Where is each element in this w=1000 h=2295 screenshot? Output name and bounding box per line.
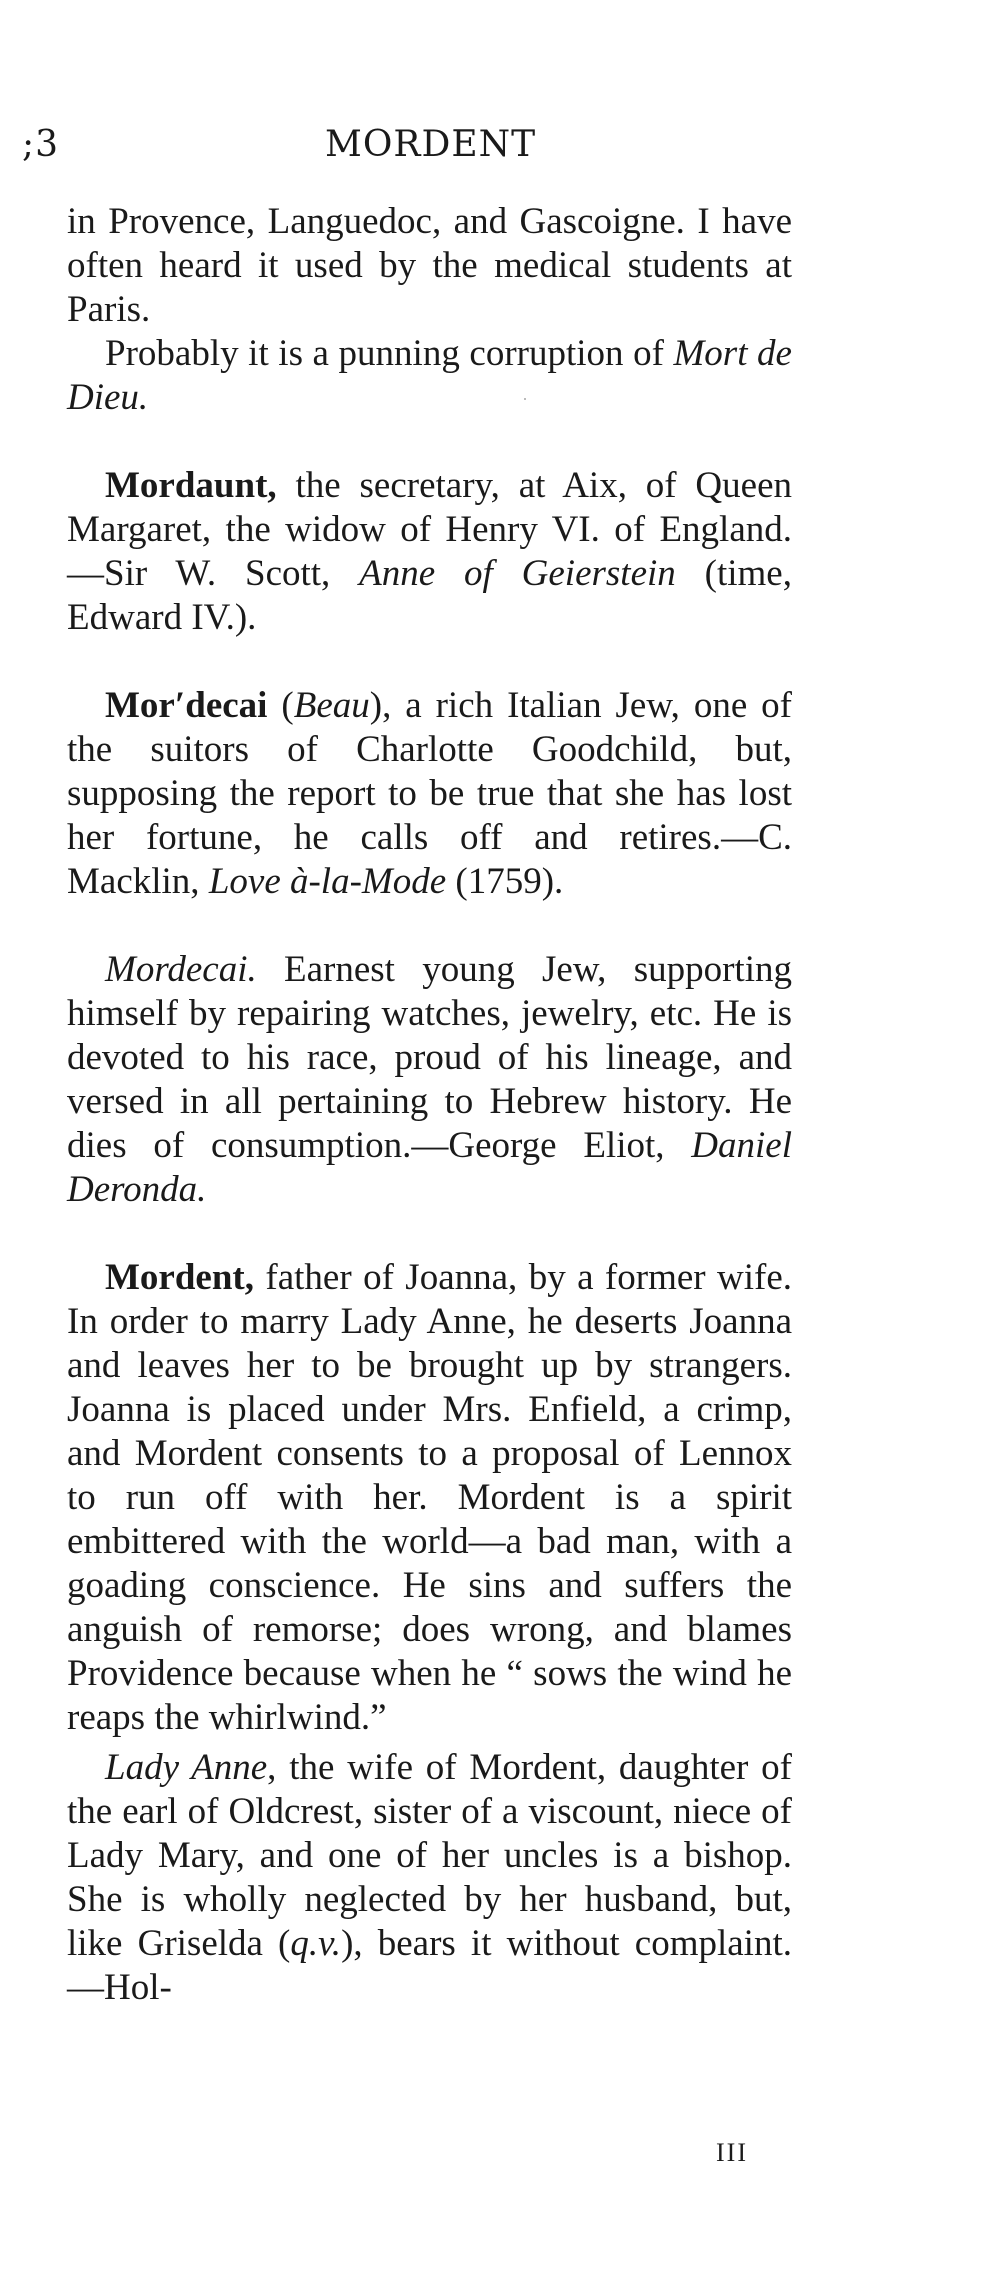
entry-lady-anne xyxy=(67,1746,792,2010)
entry-headword-italic: Lady Anne xyxy=(105,1747,268,1788)
paragraph-text: in Provence, Languedoc, and Gascoigne. I have often heard it used by the medical students at Paris. xyxy=(67,201,792,330)
running-head xyxy=(0,118,1000,168)
work-title: Anne of Geierstein xyxy=(359,553,676,594)
entry-text: (1759). xyxy=(446,861,564,902)
entry-text: (time, Edward IV.). xyxy=(67,553,792,638)
entry-text: the secretary, at Aix, of Queen Margaret, the widow of Henry VI. of England.—Sir W. Scott, xyxy=(67,465,792,594)
printer-signature: III xyxy=(716,2138,748,2167)
entry-text: ( xyxy=(267,685,294,726)
entry-text: ), a rich Italian Jew, one of the suitors of Charlotte Goodchild, but, supposing the report to be true that she has lost her fortune, he calls off and retires.—C. Macklin, xyxy=(67,685,793,902)
entry-mordent xyxy=(67,1256,792,1740)
work-title: Daniel Deronda. xyxy=(67,1125,792,1210)
entry-text: , the wife of Mordent, daughter of the earl of Oldcrest, sister of a viscount, niece of Lady Mary, and one of her uncles is a bishop. She is wholly neglected by her husband, but, like Griselda ( xyxy=(67,1747,792,1964)
paragraph-continuation xyxy=(67,200,792,332)
entry-mordaunt xyxy=(67,464,792,640)
paragraph-etymology xyxy=(67,332,792,420)
entry-mordecai-beau xyxy=(67,684,792,904)
entry-text: ), bears it without complaint.—Hol- xyxy=(67,1923,792,2008)
entry-headword-italic: Mordecai. xyxy=(105,949,257,990)
entry-mordecai xyxy=(67,948,792,1212)
entry-headword: Mordaunt, xyxy=(105,465,277,506)
running-title: MORDENT xyxy=(325,124,537,165)
page-number: ;3 xyxy=(22,124,60,165)
entry-headword: Mordent, xyxy=(105,1257,254,1298)
paper-speck xyxy=(524,398,526,400)
work-title: Love à-la-Mode xyxy=(208,861,447,902)
paragraph-text: Probably it is a punning corruption of xyxy=(105,333,674,374)
entry-text: father of Joanna, by a former wife. In order to marry Lady Anne, he deserts Joanna and leaves her to be brought up by strangers. Joanna is placed under Mrs. Enfield, a crimp, and Mordent consents to a proposal of Lennox to run off with her. Mordent is a spirit embittered with the world—a bad man, with a goading conscience. He sins and suffers the anguish of remorse; does wrong, and blames Providence because when he “ sows the wind he reaps the whirlwind.” xyxy=(67,1257,792,1738)
italic-phrase: Mort de Dieu. xyxy=(67,333,792,418)
body-text xyxy=(67,200,792,2010)
italic-phrase: q.v. xyxy=(290,1923,342,1964)
entry-headword: Mor′decai xyxy=(105,685,268,726)
entry-text: Earnest young Jew, supporting himself by repairing watches, jewelry, etc. He is devoted to his race, proud of his lineage, and versed in all pertaining to Hebrew history. He dies of consumption.—George Eliot, xyxy=(67,949,792,1166)
italic-phrase: Beau xyxy=(293,685,370,726)
